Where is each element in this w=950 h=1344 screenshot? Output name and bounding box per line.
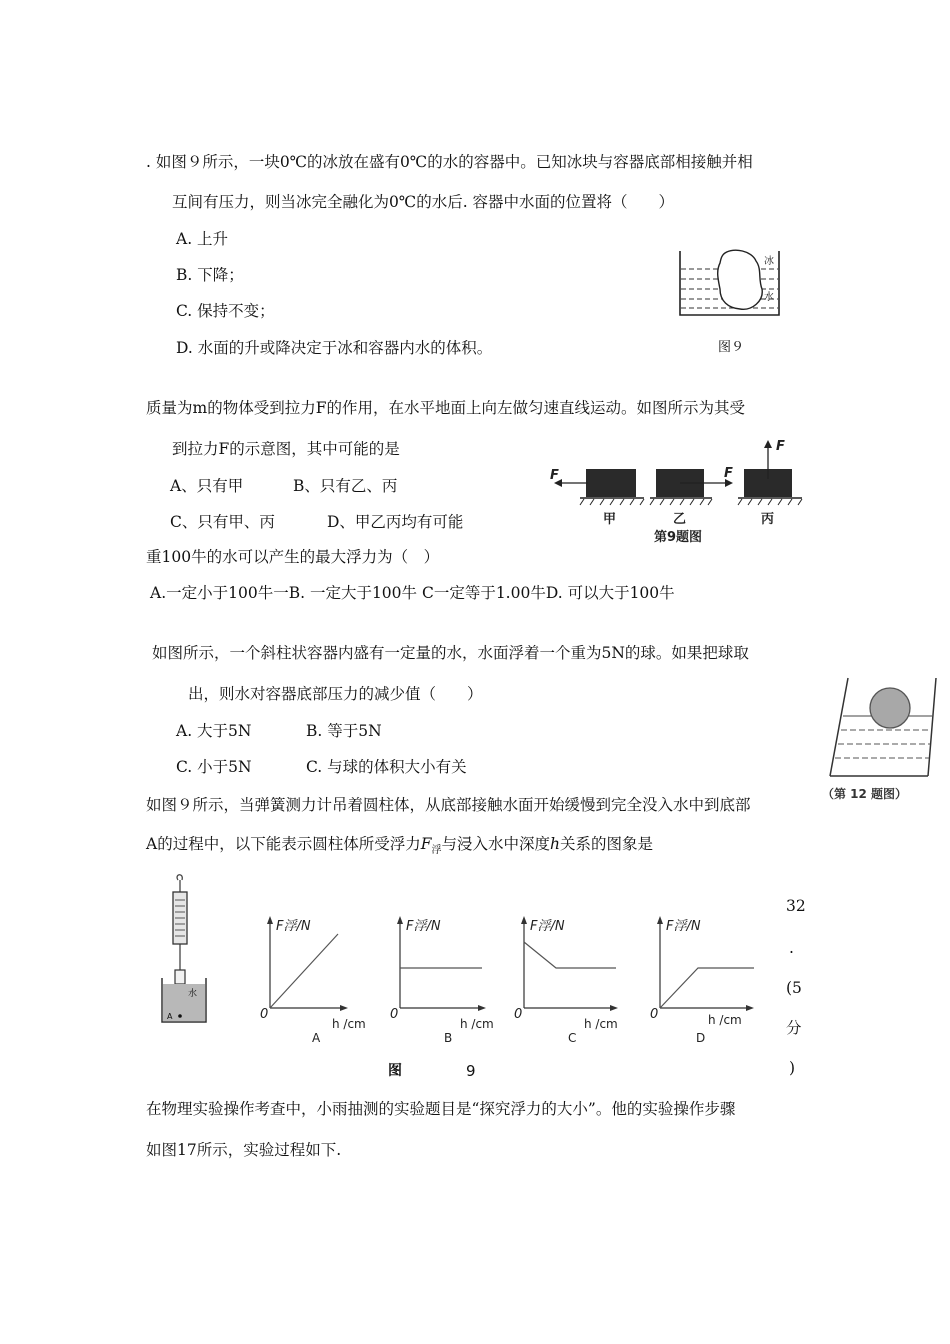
q5-stem-part-a: A的过程中，以下能表示圆柱体所受浮力	[146, 835, 421, 853]
q3-options: A.一定小于100牛一B. 一定大于100牛 C一定等于1.00牛D. 可以大于100牛	[150, 584, 675, 602]
margin-score-close: )	[789, 1059, 796, 1077]
q5-depth-symbol: h	[549, 835, 560, 853]
point-a-label: A	[167, 1012, 173, 1021]
q5-stem-part-c: 关系的图象是	[559, 835, 653, 853]
q4-option-b: B. 等于5N	[306, 722, 382, 740]
graph-b	[386, 912, 498, 1047]
q4-option-a: A. 大于5N	[176, 722, 252, 740]
ice-label: 冰	[764, 256, 774, 267]
q5-caption-a: 图	[388, 1063, 402, 1079]
margin-number: 32	[786, 897, 806, 915]
q2-stem-line2: 到拉力F的示意图，其中可能的是	[172, 440, 400, 458]
force-label-yi: F	[724, 466, 733, 481]
slanted-container-figure	[816, 672, 944, 808]
q4-figure-caption: （第 12 题图）	[822, 787, 908, 801]
q3-stem: 重100牛的水可以产生的最大浮力为（ ）	[146, 548, 440, 566]
q1-figure-caption: 图９	[718, 340, 745, 355]
q2-figure-caption: 第9题图	[654, 530, 703, 545]
graph-a	[256, 912, 366, 1047]
q4-option-d: C. 与球的体积大小有关	[306, 758, 467, 776]
ice-in-water-figure	[672, 245, 787, 320]
water-label: 水	[764, 292, 774, 303]
q1-option-d: D. 水面的升或降决定于冰和容器内水的体积。	[176, 339, 493, 357]
q6-stem-line2: 如图17所示，实验过程如下.	[146, 1141, 342, 1159]
graph-c-y-label: F浮/N	[530, 919, 565, 934]
q2-stem-line1: 质量为m的物体受到拉力F的作用，在水平地面上向左做匀速直线运动。如图所示为其受	[146, 399, 745, 417]
spring-scale-figure	[158, 870, 218, 1028]
q2-option-a: A、只有甲	[170, 477, 244, 495]
graph-a-y-label: F浮/N	[276, 919, 311, 934]
q5-stem-line1: 如图９所示，当弹簧测力计吊着圆柱体，从底部接触水面开始缓慢到完全没入水中到底部	[146, 796, 751, 814]
graph-a-caption: A	[312, 1031, 321, 1045]
margin-dot: .	[789, 939, 794, 957]
water-label-q5: 水	[188, 989, 198, 999]
q5-caption-b: 9	[466, 1062, 476, 1080]
graph-b-y-label: F浮/N	[406, 919, 441, 934]
panel-label-bing: 丙	[761, 512, 775, 527]
force-label-jia: F	[550, 468, 559, 483]
margin-score-open: (5	[786, 979, 802, 997]
graph-c-caption: C	[568, 1031, 577, 1045]
panel-label-jia: 甲	[603, 512, 617, 527]
q1-option-c: C. 保持不变；	[176, 302, 275, 320]
q2-option-c: C、只有甲、丙	[170, 513, 275, 531]
q4-stem-line1: 如图所示，一个斜柱状容器内盛有一定量的水，水面浮着一个重为5N的球。如果把球取	[152, 644, 749, 662]
panel-label-yi: 乙	[673, 512, 687, 527]
force-label-bing: F	[776, 439, 785, 454]
q1-option-b: B. 下降；	[176, 266, 244, 284]
graph-d-x-label: h /cm	[708, 1013, 742, 1027]
graph-b-origin: 0	[390, 1007, 399, 1022]
graph-d-caption: D	[696, 1031, 706, 1045]
graph-c	[510, 912, 630, 1047]
graph-b-x-label: h /cm	[460, 1017, 494, 1031]
graph-b-caption: B	[444, 1031, 453, 1045]
q5-force-symbol: F	[420, 835, 432, 853]
graph-d-y-label: F浮/N	[666, 919, 701, 934]
force-diagram-figure	[544, 435, 814, 545]
q1-option-a: A. 上升	[176, 230, 229, 248]
graph-a-origin: 0	[260, 1007, 269, 1022]
q2-option-b: B、只有乙、丙	[293, 477, 398, 495]
q4-stem-line2: 出，则水对容器底部压力的减少值（ ）	[188, 685, 483, 703]
graph-c-x-label: h /cm	[584, 1017, 618, 1031]
graph-d	[646, 912, 766, 1047]
margin-score-unit: 分	[786, 1019, 802, 1037]
q5-force-subscript: 浮	[431, 845, 442, 857]
graph-c-origin: 0	[514, 1007, 523, 1022]
q2-option-d: D、甲乙丙均有可能	[327, 513, 464, 531]
graph-d-origin: 0	[650, 1007, 659, 1022]
q6-stem-line1: 在物理实验操作考查中，小雨抽测的实验题目是“探究浮力的大小”。他的实验操作步骤	[146, 1100, 736, 1118]
q1-stem-line1: . 如图９所示，一块0℃的冰放在盛有0℃的水的容器中。已知冰块与容器底部相接触并相	[146, 153, 753, 171]
graph-a-x-label: h /cm	[332, 1017, 366, 1031]
q4-option-c: C. 小于5N	[176, 758, 252, 776]
q5-stem-line2	[146, 834, 653, 861]
q5-stem-part-b: 与浸入水中深度	[441, 835, 550, 853]
q1-stem-line2: 互间有压力，则当冰完全融化为0℃的水后. 容器中水面的位置将（ ）	[172, 193, 675, 211]
